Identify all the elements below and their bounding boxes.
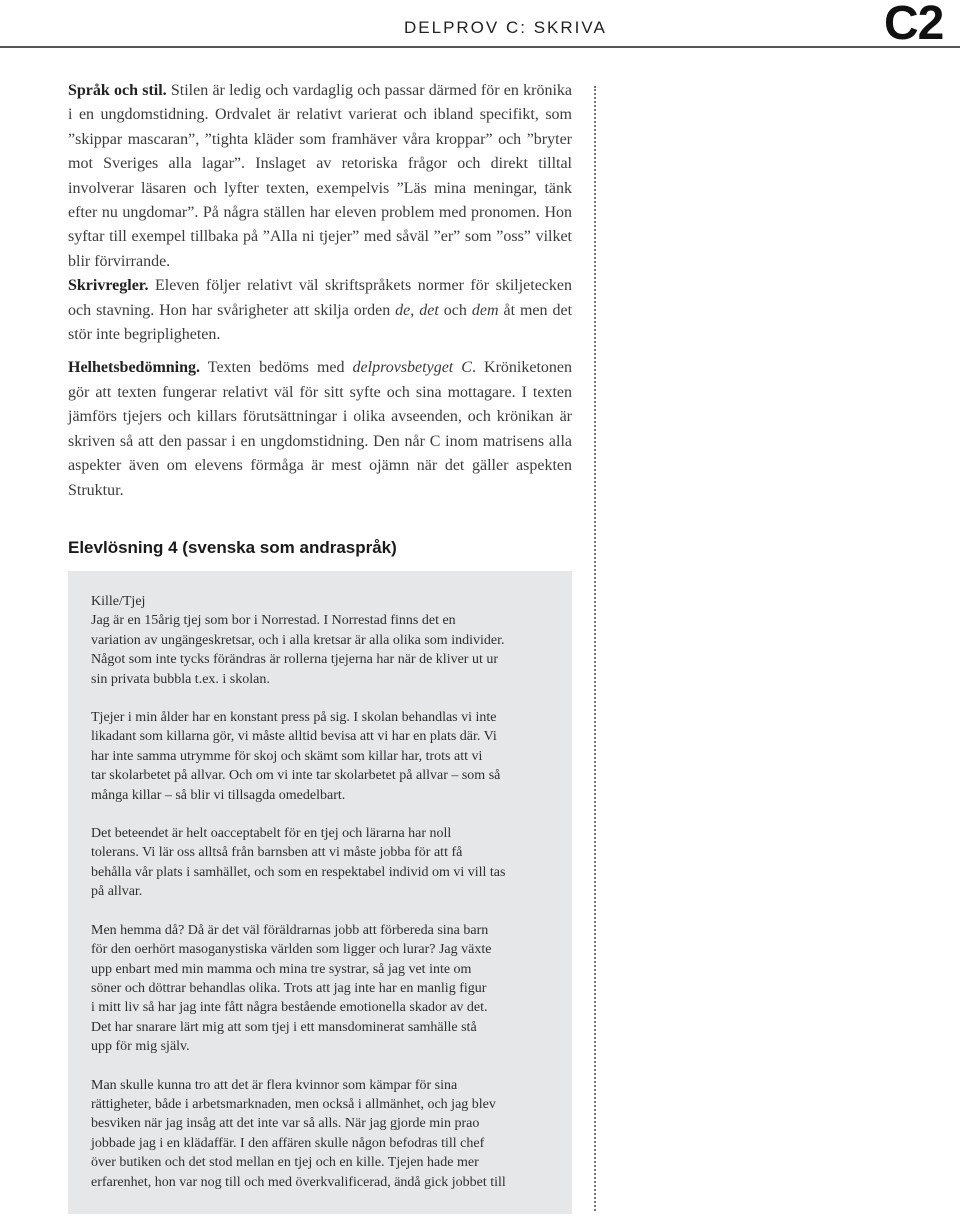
essay-line: tar skolarbetet på allvar. Och om vi inte tar skolarbetet på allvar – som så xyxy=(91,768,501,784)
section-code: C2 xyxy=(884,0,944,50)
essay-line: Det beteendet är helt oacceptabelt för en tjej och lärarna har noll xyxy=(91,826,452,842)
section-header-title: DELPROV C: SKRIVA xyxy=(404,18,607,37)
student-essay-text xyxy=(91,592,563,1211)
rules-word-dem: dem xyxy=(471,301,499,319)
assessment-commentary xyxy=(68,79,572,503)
essay-line: Man skulle kunna tro att det är flera kvinnor som kämpar för sina xyxy=(91,1077,458,1093)
overall-paragraph xyxy=(68,356,572,502)
rules-word-de: de xyxy=(395,301,411,319)
dotted-column-divider xyxy=(594,86,596,1211)
essay-paragraph xyxy=(91,708,563,805)
overall-text: Texten bedöms med xyxy=(207,359,345,377)
essay-line: besviken när jag insåg att det inte var så alls. När jag gjorde min prao xyxy=(91,1116,480,1132)
essay-line: i mitt liv så har jag inte fått några bestående emotionella skador av det. xyxy=(91,1000,488,1016)
essay-line: likadant som killarna gör, vi måste alltid bevisa att vi har en plats där. Vi xyxy=(91,729,497,745)
style-label: Språk och stil. xyxy=(68,82,167,99)
essay-line: Det har snarare lärt mig att som tjej i ett mansdominerat samhälle stå xyxy=(91,1019,477,1035)
essay-line: variation av ungängeskretsar, och i alla kretsar är alla olika som individer. xyxy=(91,632,505,648)
essay-line: Men hemma då? Då är det väl föräldrarnas jobb att förbereda sina barn xyxy=(91,922,489,938)
essay-paragraph xyxy=(91,921,563,1057)
essay-line: erfarenhet, hon var nog till och med överkvalificerad, ändå gick jobbet till xyxy=(91,1174,506,1190)
essay-line: upp för mig själv. xyxy=(91,1039,190,1055)
rules-label: Skrivregler. xyxy=(68,277,149,295)
essay-line: har inte samma utrymme för skoj och skämt som killar har, trots att vi xyxy=(91,748,483,764)
essay-line: jobbade jag i en klädaffär. I den affären skulle någon befodras till chef xyxy=(91,1135,485,1151)
essay-line: tolerans. Vi lär oss alltså från barnsben att vi måste jobba för att få xyxy=(91,845,463,861)
section-heading: Elevlösning 4 (svenska som andraspråk) xyxy=(68,538,397,557)
essay-line: Jag är en 15årig tjej som bor i Norrestad. I Norrestad finns det en xyxy=(91,613,456,629)
rules-paragraph xyxy=(68,274,572,347)
style-paragraph xyxy=(68,79,572,274)
essay-line: Kille/Tjej xyxy=(91,594,146,609)
essay-line: söner och döttrar behandlas olika. Trots att jag inte har en manlig figur xyxy=(91,980,487,996)
essay-line: många killar – så blir vi tillsagda omedelbart. xyxy=(91,787,346,803)
essay-line: över butiken och det stod mellan en tjej och en kille. Tjejen hade mer xyxy=(91,1155,479,1171)
overall-text-end: . Kröniketonen gör att texten fungerar relativt väl för sitt syfte och sina mottagare. I texten jämförs tjejers och killars förutsättningar i olika avseenden, och krönikan är skriven så att den passar i en ungdomstidning. Den når C inom matrisens alla aspekter även om elevens förmåga är mest ojämn när det gäller aspekten Struktur. xyxy=(68,359,572,499)
overall-label: Helhetsbedömning. xyxy=(68,359,201,377)
essay-line: på allvar. xyxy=(91,884,143,900)
essay-line: behålla vår plats i samhället, och som en respektabel individ om vi vill tas xyxy=(91,864,506,880)
header-divider xyxy=(0,46,960,48)
essay-paragraph xyxy=(91,824,563,902)
essay-line: för den oerhört masoganystiska världen som ligger och lurar? Jag växte xyxy=(91,942,492,958)
essay-paragraph xyxy=(91,592,563,689)
overall-grade: delprovsbetyget C xyxy=(352,359,472,377)
essay-line: rättigheter, både i arbetsmarknaden, men också i allmänhet, och jag blev xyxy=(91,1096,496,1112)
rules-text: Eleven följer relativt väl skriftspråkets normer för skiljetecken och stavning. Hon har svårigheter att skilja orden xyxy=(68,277,573,319)
rules-separator: , xyxy=(410,301,415,319)
rules-text-end: åt men det stör inte begripligheten. xyxy=(68,301,573,344)
rules-word-det: det xyxy=(419,301,439,319)
essay-line: Något som inte tycks förändras är rollerna tjejerna har när de kliver ut ur xyxy=(91,652,499,668)
essay-line: sin privata bubbla t.ex. i skolan. xyxy=(91,671,270,687)
style-text: Stilen är ledig och vardaglig och passar därmed för en krönika i en ungdomstidning. Ordvalet är relativt varierat och ibland specifikt, som ”skippar mascaran”, ”tighta kläder som framhäver våra kroppar” och ”bryter mot Sveriges alla lagar”. Inslaget av retoriska frågor och direkt tilltal involverar läsaren och lyfter texten, exempelvis ”Läs mina meningar, tänk efter nu ungdomar”. På några ställen har eleven problem med pronomen. Hon syftar till exempel tillbaka på ”Alla ni tjejer” med såväl ”er” som ”oss” vilket blir förvirrande. xyxy=(68,82,572,270)
essay-paragraph xyxy=(91,1076,563,1192)
essay-line: Tjejer i min ålder har en konstant press på sig. I skolan behandlas vi inte xyxy=(91,710,497,726)
essay-line: upp enbart med min mamma och mina tre systrar, så jag vet inte om xyxy=(91,961,472,977)
rules-separator-och: och xyxy=(443,301,467,319)
